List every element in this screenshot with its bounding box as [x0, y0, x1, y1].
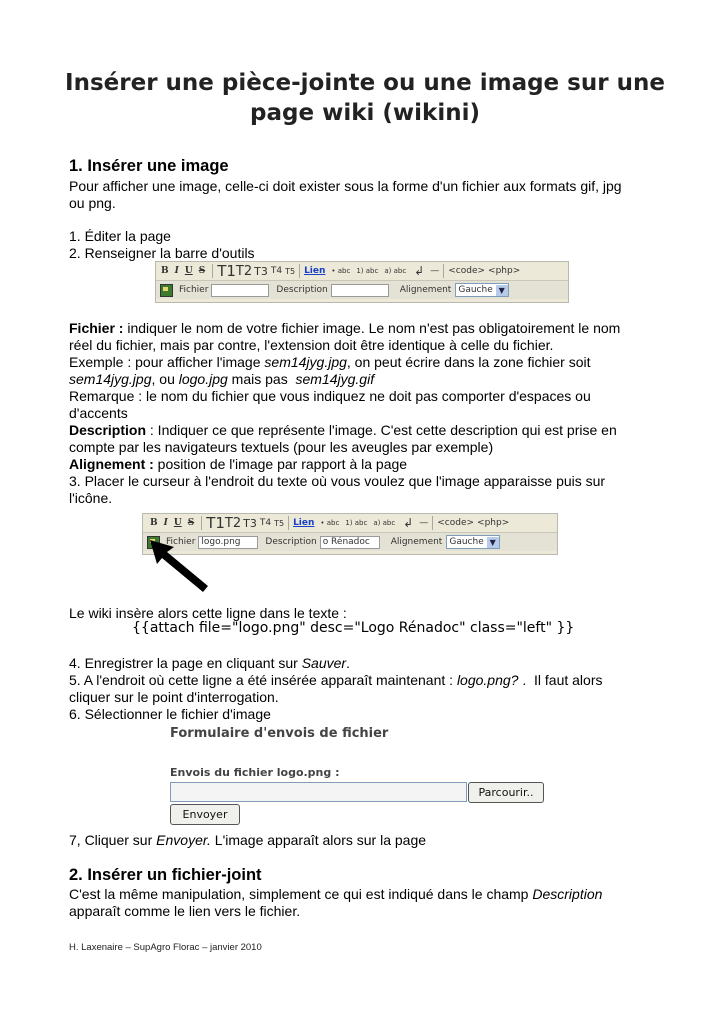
- section-1-intro: [69, 178, 659, 212]
- browse-button[interactable]: Parcourir..: [468, 782, 544, 803]
- step-6: 6. Sélectionner le fichier d'image: [69, 706, 271, 722]
- t2-button[interactable]: T2: [235, 263, 253, 279]
- code-button[interactable]: <code>: [437, 518, 475, 528]
- steps-4-6: [69, 655, 659, 723]
- t1-button[interactable]: T1: [217, 262, 236, 280]
- page-title: Insérer une pièce-jointe ou une image sur une page wiki (wikini): [65, 70, 665, 126]
- description-term: Description: [69, 422, 147, 438]
- bold-button[interactable]: B: [161, 266, 169, 276]
- fichier-label: Fichier: [179, 285, 209, 295]
- logo-png-term: logo.png?: [456, 672, 519, 688]
- strike-button[interactable]: S: [187, 518, 195, 528]
- step-text: 5. A l'endroit où cette ligne a été insérée apparaît maintenant :: [69, 672, 457, 688]
- wiki-toolbar-1: [155, 261, 569, 303]
- s2-line-2: apparaît comme le lien vers le fichier.: [69, 903, 301, 919]
- attach-code: {{attach file="logo.png" desc="Logo Rénadoc" class="left" }}: [132, 620, 575, 636]
- alignement-label: Alignement: [390, 537, 443, 547]
- numbered-list-button[interactable]: 1) abc: [345, 519, 368, 527]
- link-button[interactable]: Lien: [304, 266, 326, 276]
- detail-line: [69, 354, 659, 371]
- example-filename: sem14jyg.jpg: [69, 371, 152, 387]
- step-4: [69, 655, 659, 672]
- toolbar-separator: [299, 264, 300, 278]
- toolbar-separator: [212, 264, 213, 278]
- fichier-term: Fichier :: [69, 320, 124, 336]
- pointer-arrow-icon: [148, 538, 214, 594]
- alignement-value: Gauche: [458, 285, 493, 295]
- sauver-term: Sauver: [301, 655, 347, 671]
- t2-button[interactable]: T2: [224, 515, 242, 531]
- example-text: , on peut écrire dans la zone fichier soit: [346, 354, 591, 370]
- t5-button[interactable]: T5: [285, 266, 296, 276]
- alignement-value: Gauche: [449, 537, 484, 547]
- form-label: Envois du fichier logo.png :: [170, 766, 340, 779]
- chevron-down-icon: ▼: [496, 285, 508, 296]
- alignement-select[interactable]: [455, 283, 508, 297]
- toolbar-row-attach: [156, 281, 568, 299]
- toolbar-separator: [201, 516, 202, 530]
- send-button[interactable]: Envoyer: [170, 804, 240, 825]
- steps-1-2: [69, 228, 659, 262]
- section-2-heading: 2. Insérer un fichier-joint: [69, 866, 262, 884]
- section-2-text: [69, 886, 659, 920]
- underline-button[interactable]: U: [184, 266, 193, 276]
- detail-line: d'accents: [69, 405, 128, 421]
- image-insert-icon[interactable]: [160, 284, 173, 297]
- step-5-cont: cliquer sur le point d'interrogation.: [69, 689, 279, 705]
- step-1: 1. Éditer la page: [69, 228, 171, 244]
- detail-line: l'icône.: [69, 490, 113, 506]
- t4-button[interactable]: T4: [259, 518, 272, 528]
- intro-line-2: ou png.: [69, 195, 116, 211]
- example-filename: sem14jyg.gif: [295, 371, 375, 387]
- detail-line: [69, 320, 659, 337]
- italic-button[interactable]: I: [163, 518, 168, 528]
- fichier-field[interactable]: [211, 284, 269, 297]
- fichier-label: Fichier: [166, 537, 196, 547]
- file-input[interactable]: [170, 782, 467, 802]
- toolbar-row-format: [156, 262, 568, 281]
- fichier-desc: indiquer le nom de votre fichier image. Le nom n'est pas obligatoirement le nom: [123, 320, 621, 336]
- s2-line-1: [69, 886, 659, 903]
- insert-line-text: Le wiki insère alors cette ligne dans le texte :: [69, 605, 347, 621]
- form-title: Formulaire d'envois de fichier: [170, 726, 389, 741]
- description-desc: : Indiquer ce que représente l'image. C'est cette description qui est prise en: [146, 422, 617, 438]
- toolbar-row-format: [143, 514, 557, 533]
- strike-button[interactable]: S: [198, 266, 206, 276]
- detail-line: [69, 456, 659, 473]
- hr-button[interactable]: —: [419, 518, 429, 528]
- example-filename: logo.jpg: [178, 371, 228, 387]
- description-field[interactable]: [331, 284, 389, 297]
- alignement-select[interactable]: [446, 535, 499, 549]
- intro-line-1: Pour afficher une image, celle-ci doit exister sous la forme d'un fichier aux formats gif, jpg: [69, 178, 622, 194]
- link-button[interactable]: Lien: [293, 518, 315, 528]
- bullet-list-button[interactable]: • abc: [331, 267, 351, 275]
- detail-line: réel du fichier, mais par contre, l'extension doit être identique à celle du fichier.: [69, 337, 554, 353]
- t5-button[interactable]: T5: [274, 518, 285, 528]
- detail-line: 3. Placer le curseur à l'endroit du texte où vous voulez que l'image apparaisse puis sur: [69, 473, 606, 489]
- italic-button[interactable]: I: [174, 266, 179, 276]
- alignement-desc: position de l'image par rapport à la page: [153, 456, 408, 472]
- description-field[interactable]: o Rénadoc: [320, 536, 380, 549]
- detail-line: compte par les navigateurs textuels (pour les aveugles par exemple): [69, 439, 494, 455]
- example-filename: sem14jyg.jpg: [264, 354, 347, 370]
- description-label: Description: [265, 537, 317, 547]
- letter-list-button[interactable]: a) abc: [373, 519, 396, 527]
- step-text: 7, Cliquer sur: [69, 832, 157, 848]
- underline-button[interactable]: U: [173, 518, 182, 528]
- step-text: . Il faut alors: [518, 672, 603, 688]
- example-text: Exemple : pour afficher l'image: [69, 354, 265, 370]
- hr-button[interactable]: —: [430, 266, 440, 276]
- example-text: mais pas: [227, 371, 296, 387]
- t4-button[interactable]: T4: [270, 266, 283, 276]
- upload-form: [168, 726, 548, 826]
- php-button[interactable]: <php>: [488, 266, 521, 276]
- alignement-term: Alignement :: [69, 456, 154, 472]
- numbered-list-button[interactable]: 1) abc: [356, 267, 379, 275]
- section-1-heading: 1. Insérer une image: [69, 157, 229, 175]
- example-text: , ou: [151, 371, 179, 387]
- step-text: L'image apparaît alors sur la page: [210, 832, 427, 848]
- detail-line: [69, 422, 659, 439]
- toolbar-separator: [432, 516, 433, 530]
- description-label: Description: [276, 285, 328, 295]
- t3-button[interactable]: T3: [243, 516, 257, 530]
- s2-text: C'est la même manipulation, simplement ce qui est indiqué dans le champ: [69, 886, 533, 902]
- step-5: [69, 672, 659, 689]
- detail-line: [69, 371, 659, 388]
- step-7-line: [69, 832, 659, 849]
- bold-button[interactable]: B: [150, 518, 158, 528]
- step-7: [69, 832, 659, 849]
- envoyer-term: Envoyer.: [156, 832, 211, 848]
- step-text: .: [346, 655, 350, 671]
- php-button[interactable]: <php>: [477, 518, 510, 528]
- newline-button[interactable]: ↲: [403, 516, 414, 530]
- alignement-label: Alignement: [399, 285, 452, 295]
- detail-line: Remarque : le nom du fichier que vous indiquez ne doit pas comporter d'espaces ou: [69, 388, 591, 404]
- letter-list-button[interactable]: a) abc: [384, 267, 407, 275]
- page-footer: H. Laxenaire – SupAgro Florac – janvier 2010: [69, 942, 262, 953]
- section-1-details: [69, 320, 659, 507]
- fichier-field[interactable]: logo.png: [198, 536, 258, 549]
- code-button[interactable]: <code>: [448, 266, 486, 276]
- toolbar-separator: [288, 516, 289, 530]
- t1-button[interactable]: T1: [206, 514, 225, 532]
- chevron-down-icon: ▼: [487, 537, 499, 548]
- newline-button[interactable]: ↲: [414, 264, 425, 278]
- toolbar-separator: [443, 264, 444, 278]
- t3-button[interactable]: T3: [254, 264, 268, 278]
- step-2: 2. Renseigner la barre d'outils: [69, 245, 255, 261]
- step-text: 4. Enregistrer la page en cliquant sur: [69, 655, 302, 671]
- bullet-list-button[interactable]: • abc: [320, 519, 340, 527]
- description-term: Description: [532, 886, 603, 902]
